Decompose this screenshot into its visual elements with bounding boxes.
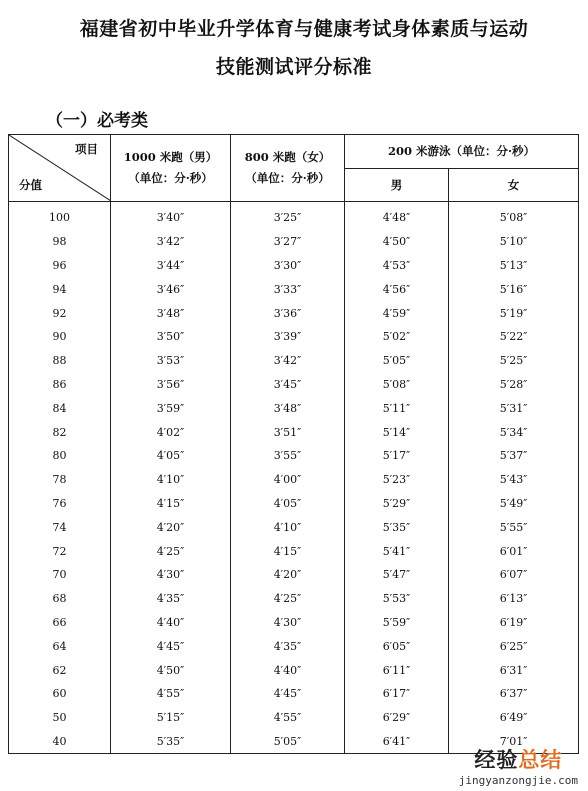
- col-swim-female: 女: [449, 168, 579, 202]
- cell-swim-female: 5′31″: [449, 396, 579, 420]
- cell-swim-male: 4′56″: [345, 277, 449, 301]
- cell-swim-male: 6′11″: [345, 658, 449, 682]
- watermark-url: jingyanzongjie.com: [458, 774, 578, 787]
- cell-score: 82: [9, 420, 111, 444]
- table-row: [9, 325, 579, 349]
- cell-score: 100: [9, 202, 111, 230]
- cell-score: 80: [9, 444, 111, 468]
- cell-swim-male: 4′53″: [345, 254, 449, 278]
- col-swim: 200 米游泳（单位：分·秒）: [345, 135, 579, 169]
- cell-1000m: 4′15″: [111, 492, 231, 516]
- col-1000m-unit: （单位：分·秒）: [128, 171, 213, 185]
- table-row: [9, 563, 579, 587]
- cell-swim-male: 5′05″: [345, 349, 449, 373]
- cell-800m: 5′05″: [231, 730, 345, 754]
- cell-swim-female: 5′08″: [449, 202, 579, 230]
- cell-swim-female: 6′37″: [449, 682, 579, 706]
- cell-score: 62: [9, 658, 111, 682]
- cell-score: 64: [9, 634, 111, 658]
- cell-score: 66: [9, 611, 111, 635]
- cell-swim-male: 5′41″: [345, 539, 449, 563]
- cell-swim-male: 5′29″: [345, 492, 449, 516]
- cell-swim-male: 5′08″: [345, 373, 449, 397]
- page-title: 福建省初中毕业升学体育与健康考试身体素质与运动: [79, 18, 529, 40]
- cell-swim-female: 5′37″: [449, 444, 579, 468]
- table-row: [9, 301, 579, 325]
- cell-800m: 4′25″: [231, 587, 345, 611]
- cell-score: 88: [9, 349, 111, 373]
- section-heading: （一）必考类: [46, 111, 148, 131]
- cell-swim-male: 5′14″: [345, 420, 449, 444]
- cell-swim-male: 6′29″: [345, 706, 449, 730]
- cell-score: 72: [9, 539, 111, 563]
- cell-score: 40: [9, 730, 111, 754]
- cell-swim-female: 5′28″: [449, 373, 579, 397]
- cell-swim-male: 6′41″: [345, 730, 449, 754]
- cell-1000m: 3′59″: [111, 396, 231, 420]
- table-row: [9, 373, 579, 397]
- cell-1000m: 4′10″: [111, 468, 231, 492]
- corner-header: [9, 135, 111, 202]
- cell-800m: 3′42″: [231, 349, 345, 373]
- cell-swim-female: 6′25″: [449, 634, 579, 658]
- cell-score: 74: [9, 515, 111, 539]
- cell-swim-female: 5′25″: [449, 349, 579, 373]
- table-row: [9, 634, 579, 658]
- cell-1000m: 3′48″: [111, 301, 231, 325]
- cell-score: 86: [9, 373, 111, 397]
- cell-1000m: 3′46″: [111, 277, 231, 301]
- table-row: [9, 420, 579, 444]
- cell-800m: 4′20″: [231, 563, 345, 587]
- cell-1000m: 4′25″: [111, 539, 231, 563]
- cell-swim-female: 6′31″: [449, 658, 579, 682]
- watermark-text-1: 经验: [474, 748, 519, 772]
- cell-800m: 3′30″: [231, 254, 345, 278]
- cell-800m: 3′51″: [231, 420, 345, 444]
- cell-1000m: 4′40″: [111, 611, 231, 635]
- cell-1000m: 4′05″: [111, 444, 231, 468]
- cell-1000m: 5′15″: [111, 706, 231, 730]
- cell-swim-female: 6′07″: [449, 563, 579, 587]
- cell-1000m: 4′35″: [111, 587, 231, 611]
- cell-score: 68: [9, 587, 111, 611]
- cell-1000m: 3′42″: [111, 230, 231, 254]
- cell-swim-male: 5′11″: [345, 396, 449, 420]
- page-subtitle: 技能测试评分标准: [215, 56, 372, 78]
- cell-swim-female: 5′19″: [449, 301, 579, 325]
- cell-800m: 4′10″: [231, 515, 345, 539]
- col-800m: [231, 135, 345, 202]
- corner-item-label: 项目: [75, 142, 98, 156]
- watermark-text-2: 总结: [518, 748, 563, 772]
- cell-1000m: 5′35″: [111, 730, 231, 754]
- cell-swim-female: 5′22″: [449, 325, 579, 349]
- cell-swim-female: 5′55″: [449, 515, 579, 539]
- table-row: [9, 682, 579, 706]
- cell-swim-male: 5′53″: [345, 587, 449, 611]
- cell-swim-male: 4′48″: [345, 202, 449, 230]
- cell-800m: 4′30″: [231, 611, 345, 635]
- cell-score: 98: [9, 230, 111, 254]
- cell-1000m: 4′50″: [111, 658, 231, 682]
- table-row: [9, 587, 579, 611]
- cell-swim-male: 4′50″: [345, 230, 449, 254]
- cell-swim-male: 5′35″: [345, 515, 449, 539]
- cell-swim-female: 5′16″: [449, 277, 579, 301]
- cell-swim-male: 4′59″: [345, 301, 449, 325]
- cell-1000m: 3′53″: [111, 349, 231, 373]
- cell-score: 94: [9, 277, 111, 301]
- cell-swim-female: 5′43″: [449, 468, 579, 492]
- cell-swim-male: 5′47″: [345, 563, 449, 587]
- table-row: [9, 515, 579, 539]
- cell-swim-female: 5′49″: [449, 492, 579, 516]
- table-row: [9, 349, 579, 373]
- col-1000m-label: 1000 米跑（男）: [123, 150, 218, 164]
- score-table: [8, 134, 579, 754]
- cell-1000m: 3′56″: [111, 373, 231, 397]
- table-row: [9, 611, 579, 635]
- cell-swim-female: 7′01″: [449, 730, 579, 754]
- watermark-logo: [459, 744, 578, 787]
- cell-swim-female: 6′13″: [449, 587, 579, 611]
- cell-800m: 4′45″: [231, 682, 345, 706]
- cell-800m: 4′35″: [231, 634, 345, 658]
- table-row: [9, 277, 579, 301]
- table-row: [9, 468, 579, 492]
- cell-score: 84: [9, 396, 111, 420]
- cell-score: 92: [9, 301, 111, 325]
- table-row: [9, 396, 579, 420]
- table-row: [9, 444, 579, 468]
- cell-score: 90: [9, 325, 111, 349]
- cell-1000m: 3′40″: [111, 202, 231, 230]
- cell-800m: 3′48″: [231, 396, 345, 420]
- table-row: [9, 230, 579, 254]
- cell-swim-female: 5′10″: [449, 230, 579, 254]
- cell-score: 50: [9, 706, 111, 730]
- cell-swim-male: 5′17″: [345, 444, 449, 468]
- cell-swim-female: 5′13″: [449, 254, 579, 278]
- cell-swim-male: 6′17″: [345, 682, 449, 706]
- cell-800m: 4′40″: [231, 658, 345, 682]
- corner-score-label: 分值: [19, 178, 42, 192]
- col-1000m: [111, 135, 231, 202]
- cell-1000m: 4′45″: [111, 634, 231, 658]
- cell-swim-male: 6′05″: [345, 634, 449, 658]
- cell-800m: 3′36″: [231, 301, 345, 325]
- table-row: [9, 539, 579, 563]
- cell-score: 76: [9, 492, 111, 516]
- cell-score: 70: [9, 563, 111, 587]
- cell-1000m: 3′50″: [111, 325, 231, 349]
- col-800m-unit: （单位：分·秒）: [245, 171, 330, 185]
- cell-800m: 4′15″: [231, 539, 345, 563]
- cell-800m: 3′33″: [231, 277, 345, 301]
- cell-score: 78: [9, 468, 111, 492]
- cell-800m: 3′39″: [231, 325, 345, 349]
- cell-swim-male: 5′23″: [345, 468, 449, 492]
- cell-1000m: 4′30″: [111, 563, 231, 587]
- table-row: [9, 658, 579, 682]
- cell-1000m: 4′20″: [111, 515, 231, 539]
- cell-swim-female: 6′49″: [449, 706, 579, 730]
- table-row: [9, 706, 579, 730]
- cell-swim-female: 6′01″: [449, 539, 579, 563]
- col-swim-male: 男: [345, 168, 449, 202]
- cell-800m: 3′25″: [231, 202, 345, 230]
- col-800m-label: 800 米跑（女）: [244, 150, 331, 164]
- cell-800m: 3′45″: [231, 373, 345, 397]
- cell-1000m: 4′02″: [111, 420, 231, 444]
- table-row: [9, 202, 579, 230]
- table-row: [9, 492, 579, 516]
- table-row: [9, 254, 579, 278]
- cell-score: 60: [9, 682, 111, 706]
- cell-800m: 3′55″: [231, 444, 345, 468]
- cell-800m: 4′55″: [231, 706, 345, 730]
- cell-800m: 4′05″: [231, 492, 345, 516]
- cell-score: 96: [9, 254, 111, 278]
- cell-swim-female: 6′19″: [449, 611, 579, 635]
- cell-swim-male: 5′02″: [345, 325, 449, 349]
- cell-swim-male: 5′59″: [345, 611, 449, 635]
- cell-800m: 3′27″: [231, 230, 345, 254]
- cell-800m: 4′00″: [231, 468, 345, 492]
- cell-1000m: 3′44″: [111, 254, 231, 278]
- cell-swim-female: 5′34″: [449, 420, 579, 444]
- cell-1000m: 4′55″: [111, 682, 231, 706]
